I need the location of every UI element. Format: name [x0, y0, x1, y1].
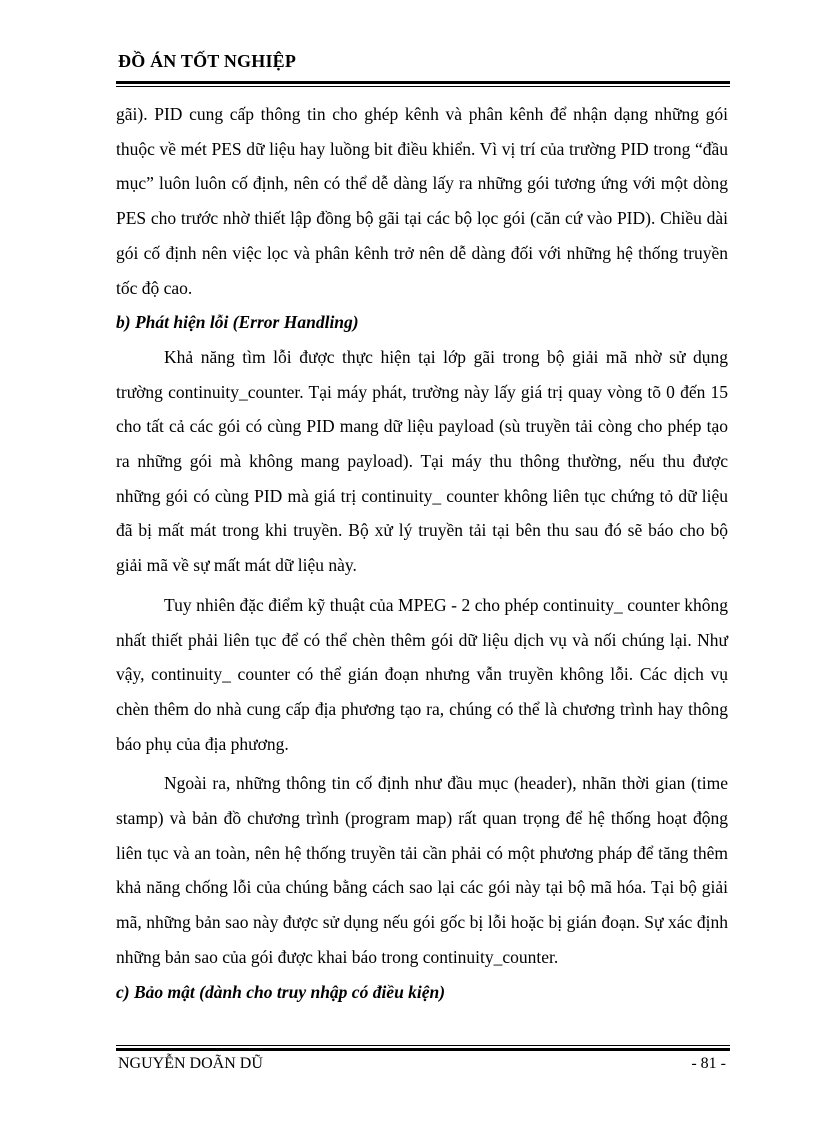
- page-header-title: ĐỒ ÁN TỐT NGHIỆP: [118, 51, 297, 71]
- paragraph-mpeg2-counter: Tuy nhiên đặc điểm kỹ thuật của MPEG - 2 cho phép continuity_ counter không nhất thiết phải liên tục để có thể chèn thêm gói dữ liệu dịch vụ và nối chúng lại. Như vậy, continuity_ counter có thể gián đoạn nhưng vẫn truyền không lỗi. Các dịch vụ chèn thêm do nhà cung cấp địa phương tạo ra, chúng có thể là chương trình hay thông báo phụ của địa phương.: [116, 594, 728, 754]
- footer-divider-thick: [116, 1048, 730, 1051]
- page-number: - 81 -: [691, 1055, 726, 1072]
- section-heading-security: c) Bảo mật (dành cho truy nhập có điều kiện): [116, 981, 446, 1002]
- paragraph-error-detection: Khả năng tìm lỗi được thực hiện tại lớp gãi trong bộ giải mã nhờ sử dụng trường continuity_counter. Tại máy phát, trường này lấy giá trị quay vòng tõ 0 đến 15 cho tất cả các gói có cùng PID mang dữ liệu payload (sù truyền tải còng cho phép tạo ra những gói mà không mang payload). Tại máy thu thông thường, nếu thu được những gói có cùng PID mà giá trị continuity_ counter không liên tục chứng tỏ dữ liệu đã bị mất mát trong khi truyền. Bộ xử lý truyền tải tại bên thu sau đó sẽ báo cho bộ giải mã về sự mất mát dữ liệu này.: [116, 346, 728, 576]
- document-body: [116, 97, 728, 1009]
- paragraph-fixed-info-redundancy: Ngoài ra, những thông tin cố định như đầu mục (header), nhãn thời gian (time stamp) và bản đồ chương trình (program map) rất quan trọng để hệ thống hoạt động liên tục và an toàn, nên hệ thống truyền tải cần phải có một phương pháp để tăng thêm khả năng chống lỗi của chúng bằng cách sao lại các gói này tại bộ mã hóa. Tại bộ giải mã, những bản sao này được sử dụng nếu gói gốc bị lỗi hoặc bị gián đoạn. Sự xác định những bản sao của gói được khai báo trong continuity_counter.: [116, 773, 728, 967]
- header-divider-thin: [116, 86, 730, 87]
- footer-divider-thin: [116, 1045, 730, 1046]
- header-divider-thick: [116, 81, 730, 84]
- paragraph-pid-continuation: gãi). PID cung cấp thông tin cho ghép kênh và phân kênh để nhận dạng những gói thuộc về mét PES dữ liệu hay luồng bit điều khiển. Vì vị trí của trường PID trong “đầu mục” luôn luôn cố định, nên có thể dễ dàng lấy ra những gói tương ứng với một dòng PES cho trước nhờ thiết lập đồng bộ gãi tại các bộ lọc gói (căn cứ vào PID). Chiều dài gói cố định nên việc lọc và phân kênh trở nên dễ dàng đối với những hệ thống truyền tốc độ cao.: [116, 104, 728, 298]
- section-heading-error-handling: b) Phát hiện lỗi (Error Handling): [116, 312, 359, 333]
- footer-author: NGUYỄN DOÃN DŨ: [118, 1055, 263, 1072]
